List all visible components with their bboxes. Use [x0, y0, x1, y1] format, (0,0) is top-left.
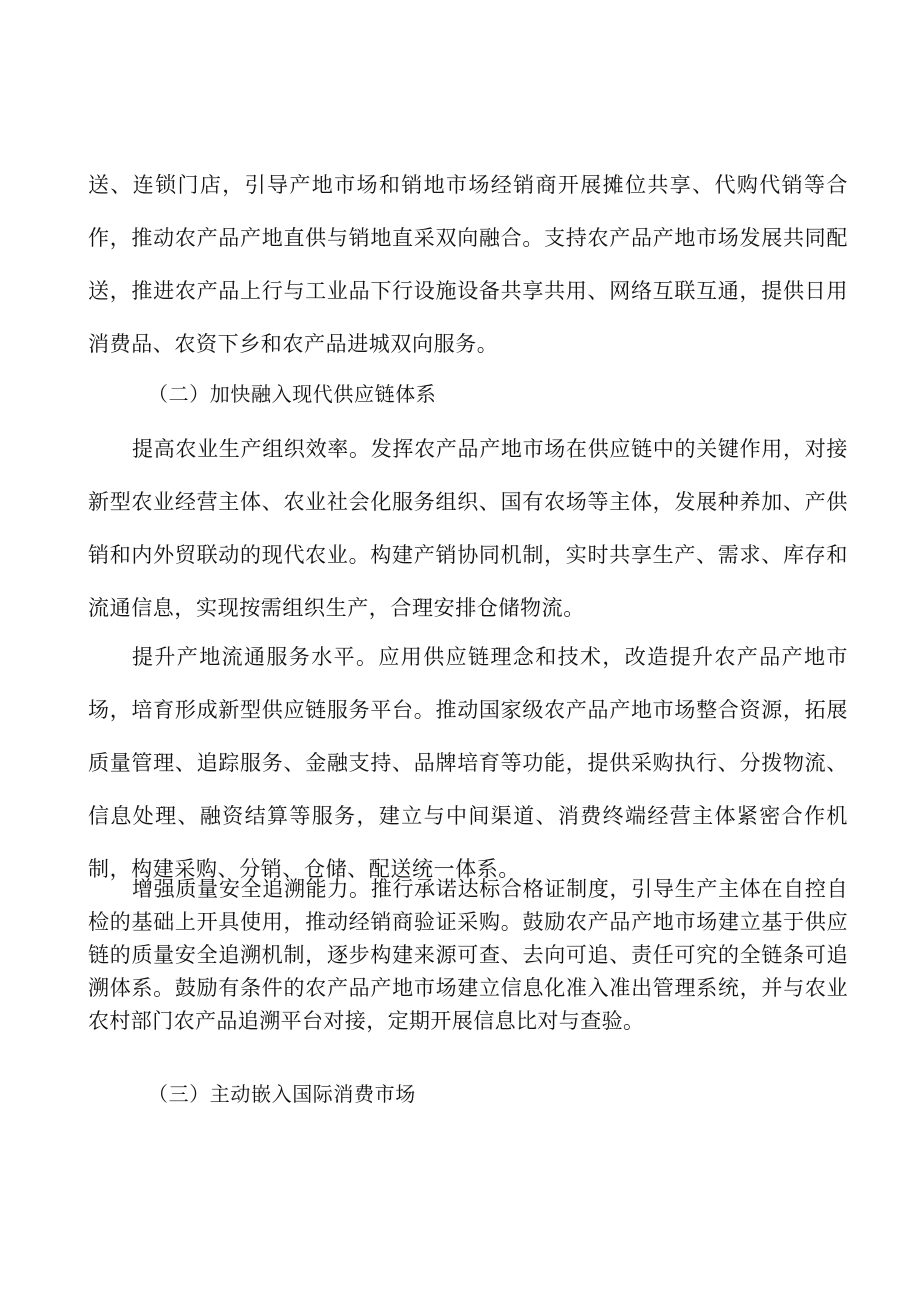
paragraph-quality-traceability: 增强质量安全追溯能力。推行承诺达标合格证制度，引导生产主体在自控自检的基础上开具使用，推动经销商验证采购。鼓励农产品产地市场建立基于供应链的质量安全追溯机制，逐步构建来源可查、去向可追、责任可究的全链条可追溯体系。鼓励有条件的农产品产地市场建立信息化准入准出管理系统，并与农业农村部门农产品追溯平台对接，定期开展信息比对与查验。	[88, 877, 848, 1033]
paragraph-distribution-services: 送、连锁门店，引导产地市场和销地市场经销商开展摊位共享、代购代销等合作，推动农产品产地直供与销地直采双向融合。支持农产品产地市场发展共同配送，推进农产品上行与工业品下行设施设备共享共用、网络互联互通，提供日用消费品、农资下乡和农产品进城双向服务。	[88, 173, 848, 356]
section-heading-international-market: （三）主动嵌入国际消费市场	[148, 1082, 416, 1106]
paragraph-circulation-services: 提升产地流通服务水平。应用供应链理念和技术，改造提升农产品产地市场，培育形成新型供应链服务平台。推动国家级农产品产地市场整合资源，拓展质量管理、追踪服务、金融支持、品牌培育等功能，提供采购执行、分拨物流、信息处理、融资结算等服务，建立与中间渠道、消费终端经营主体紧密合作机制，构建采购、分销、仓储、配送统一体系。	[88, 645, 848, 881]
section-heading-supply-chain: （二）加快融入现代供应链体系	[148, 382, 437, 406]
paragraph-production-efficiency: 提高农业生产组织效率。发挥农产品产地市场在供应链中的关键作用，对接新型农业经营主体、农业社会化服务组织、国有农场等主体，发展种养加、产供销和内外贸联动的现代农业。构建产销协同机制，实时共享生产、需求、库存和流通信息，实现按需组织生产，合理安排仓储物流。	[88, 437, 848, 620]
